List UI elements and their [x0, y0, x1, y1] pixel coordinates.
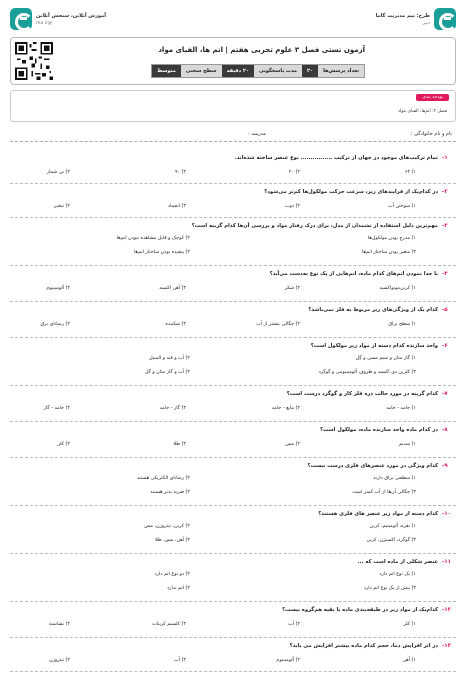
answer-option[interactable]: ۱) آهن — [402, 658, 416, 663]
question-number: ۲- — [442, 189, 448, 195]
question-item — [10, 458, 456, 506]
brand-site: @ma.ir — [36, 20, 53, 26]
question-item — [10, 386, 456, 422]
question-stem: در اثر افزایش دما، حجم کدام ماده بیشتر افزایش می یابد؟ — [289, 643, 438, 649]
answer-option[interactable]: ۳) متغیر بودن ساختار اتم‌ها — [362, 250, 416, 255]
answer-option[interactable]: ۱) مدرج بودن مولکول‌ها — [367, 236, 416, 241]
school-label: مدرسه : — [248, 131, 266, 137]
budget-tag: بودجه بندی — [416, 94, 449, 101]
question-number: ۱- — [442, 155, 448, 161]
answer-option[interactable]: ۴) نشاسته — [48, 622, 70, 627]
gama-logo-icon — [434, 8, 456, 30]
brand-left — [10, 7, 106, 31]
answer-option[interactable]: ۳) انجماد — [167, 204, 186, 209]
answer-option[interactable]: ۳) کلرین دی اکسید و ظروف آلومینیومی و گوگرد — [318, 370, 416, 375]
answer-option[interactable]: ۲) رسانای الکتریکی هستند — [136, 476, 190, 481]
answer-option[interactable]: ۴) آلومینیوم — [46, 286, 70, 291]
brand-title: طرح: تیم مدیریت گاما — [375, 12, 430, 19]
student-name-label: نام و نام خانوادگی : — [410, 131, 452, 137]
exam-meta-bar — [151, 64, 365, 78]
question-number: ۸- — [442, 427, 448, 433]
budget-text: فصل ۳: اتم‌ها، الفبای مواد — [398, 109, 447, 114]
brand-subtitle: دبیر — [422, 20, 430, 26]
answer-option[interactable]: ۳) کلسیم کربنات — [152, 622, 186, 627]
question-stem: کدام گزینه در مورد حالت ذره فلز کار و گوگرد درست است؟ — [286, 391, 438, 397]
answer-option[interactable]: ۱) کلر — [403, 622, 416, 627]
question-item — [10, 506, 456, 554]
answer-option[interactable]: ۳) آب — [174, 658, 186, 663]
answer-option[interactable]: ۳) آهن اکسید — [159, 286, 186, 291]
answer-option[interactable]: ۲) دو نوع اتم دارد — [154, 572, 190, 577]
answer-option[interactable]: ۴) کلر — [57, 442, 70, 447]
answer-option[interactable]: ۴) اتم ندارد — [167, 586, 190, 591]
question-item — [10, 638, 456, 672]
question-item — [10, 338, 456, 386]
answer-option[interactable]: ۳) بیش از یک نوع اتم دارد — [363, 586, 416, 591]
question-number: ۱۱- — [442, 559, 452, 565]
answer-option[interactable]: ۱) گاز متان و سیم مسی و گِل — [355, 356, 416, 361]
answer-option[interactable]: ۴) ضربه پذیر هستند — [150, 490, 190, 495]
question-number: ۷- — [442, 391, 448, 397]
answer-option[interactable]: ۱) کربن‌مونواکسید — [379, 286, 416, 291]
exam-title: آزمون تستی فصل ۳ علوم تجربی هفتم | اتم ها، الفبای مواد — [158, 46, 365, 54]
question-item — [10, 302, 456, 338]
answer-option[interactable]: ۱) ۶۴ — [404, 170, 416, 175]
question-number: ۶- — [442, 343, 448, 349]
answer-option[interactable]: ۲) کوچک و قابل مشاهده نبودن اتم‌ها — [116, 236, 190, 241]
answer-option[interactable]: ۲) مس — [285, 442, 300, 447]
question-stem: کدام یک از ویژگی‌های زیر مربوط به فلز نمی‌باشد؟ — [308, 307, 438, 313]
answer-option[interactable]: ۲) چگالی بیشتر از آب — [256, 322, 300, 327]
answer-option[interactable]: ۴) تبخیر — [54, 204, 70, 209]
answer-option[interactable]: ۱) یک نوع اتم دارد — [379, 572, 416, 577]
answer-option[interactable]: ۲) مایع - جامد — [271, 406, 300, 411]
question-item — [10, 554, 456, 602]
answer-option[interactable]: ۴) جامد - گاز — [43, 406, 70, 411]
question-stem: کدام‌یک از مواد زیر در طبقه‌بندی ماده با بقیه هم‌گروه نیست؟ — [282, 607, 438, 613]
meta-difficulty: سطح سختی متوسط — [152, 65, 221, 77]
question-item — [10, 150, 456, 184]
question-number: ۱۰- — [442, 511, 452, 517]
question-stem: کدام ویژگی در مورد عنصرهای فلزی درست نیست؟ — [307, 463, 438, 469]
question-number: ۵- — [442, 307, 448, 313]
answer-option[interactable]: ۱) سطح براق — [388, 322, 416, 327]
answer-option[interactable]: ۱) سطحی براق دارند — [373, 476, 416, 481]
answer-option[interactable]: ۳) طلا — [173, 442, 186, 447]
answer-option[interactable]: ۴) آهن، مس، طلا — [155, 538, 190, 543]
question-stem: عنصر شکلی از ماده است که ... — [357, 559, 438, 565]
answer-option[interactable]: ۴) بی شمار — [46, 170, 70, 175]
answer-option[interactable]: ۲) کربن، نیتروژن، مس — [144, 524, 190, 529]
answer-option[interactable]: ۱) سدیم — [398, 442, 416, 447]
answer-option[interactable]: ۱) نقره، آلومینیم، کربن — [369, 524, 416, 529]
answer-option[interactable]: ۲) ۲۰ — [288, 170, 300, 175]
question-stem: در کدام ماده واحد سازنده ماده، مولکول است؟ — [320, 427, 438, 433]
question-number: ۹- — [442, 463, 448, 469]
answer-option[interactable]: ۲) شکر — [284, 286, 300, 291]
question-stem: تمام ترکیب‌های موجود در جهان از ترکیب ................ نوع عنصر ساخته شده‌اند. — [234, 155, 438, 161]
question-number: ۴- — [442, 271, 448, 277]
meta-duration: مدت پاسخگویی ۲۰ دقیقه — [222, 65, 302, 77]
top-bar — [10, 7, 456, 33]
question-stem: واحد سازنده کدام دسته از مواد زیر مولکول است؟ — [310, 343, 438, 349]
answer-option[interactable]: ۴) پیچیده بودن ساختار اتم‌ها — [134, 250, 190, 255]
answer-option[interactable]: ۱) سوختن آب — [388, 204, 416, 209]
question-stem: کدام دسته از مواد زیر عنصر های فلزی هستند؟ — [318, 511, 438, 517]
question-item — [10, 422, 456, 458]
question-number: ۱۳- — [442, 643, 452, 649]
answer-option[interactable]: ۲) آب و قند و المنیل — [149, 356, 190, 361]
question-item — [10, 218, 456, 266]
budget-box — [10, 90, 456, 122]
answer-option[interactable]: ۲) ذوب — [285, 204, 300, 209]
question-item — [10, 184, 456, 218]
answer-option[interactable]: ۳) گاز - جامد — [159, 406, 186, 411]
answer-option[interactable]: ۳) ۹۰ — [174, 170, 186, 175]
question-stem: در کدام‌یک از فرایندهای زیر، سرعت حرکت مولکول‌ها کم‌تر می‌شود؟ — [264, 189, 438, 195]
answer-option[interactable]: ۳) شکننده — [165, 322, 186, 327]
answer-option[interactable]: ۴) آب و گاز متان و گل — [144, 370, 190, 375]
answer-option[interactable]: ۳) گوگرد، اکسیژن، کربن — [366, 538, 416, 543]
gama-logo-icon — [10, 8, 32, 30]
question-number: ۱۲- — [442, 607, 452, 613]
answer-option[interactable]: ۱) جامد - جامد — [386, 406, 416, 411]
brand-right — [376, 7, 456, 31]
question-item — [10, 266, 456, 302]
answer-option[interactable]: ۳) چگالی آن‌ها از آب کمتر است — [352, 490, 416, 495]
question-item — [10, 602, 456, 638]
student-info — [10, 128, 456, 142]
answer-option[interactable]: ۲) آلومینیوم — [276, 658, 300, 663]
answer-option[interactable]: ۴) نیتروژن — [48, 658, 70, 663]
qr-code-icon[interactable] — [15, 42, 53, 80]
question-stem: با جدا نمودن اتم‌های کدام ماده، اتم‌هایی از یک نوع به‌دست می‌آید؟ — [269, 271, 438, 277]
exam-header — [10, 37, 456, 85]
answer-option[interactable]: ۲) آب — [288, 622, 300, 627]
meta-question-count: تعداد پرسش‌ها ۲۰ — [302, 65, 364, 77]
brand-slogan: آموزش آنلاین، سنجش آنلاین — [36, 12, 107, 19]
question-stem: مهم‌ترین دلیل استفاده از تشمدان از مدل، برای درک رفتار مواد و بررسی آن‌ها کدام گزینه است؟ — [191, 223, 438, 229]
answer-option[interactable]: ۴) رسانای برق — [40, 322, 70, 327]
question-number: ۳- — [442, 223, 448, 229]
